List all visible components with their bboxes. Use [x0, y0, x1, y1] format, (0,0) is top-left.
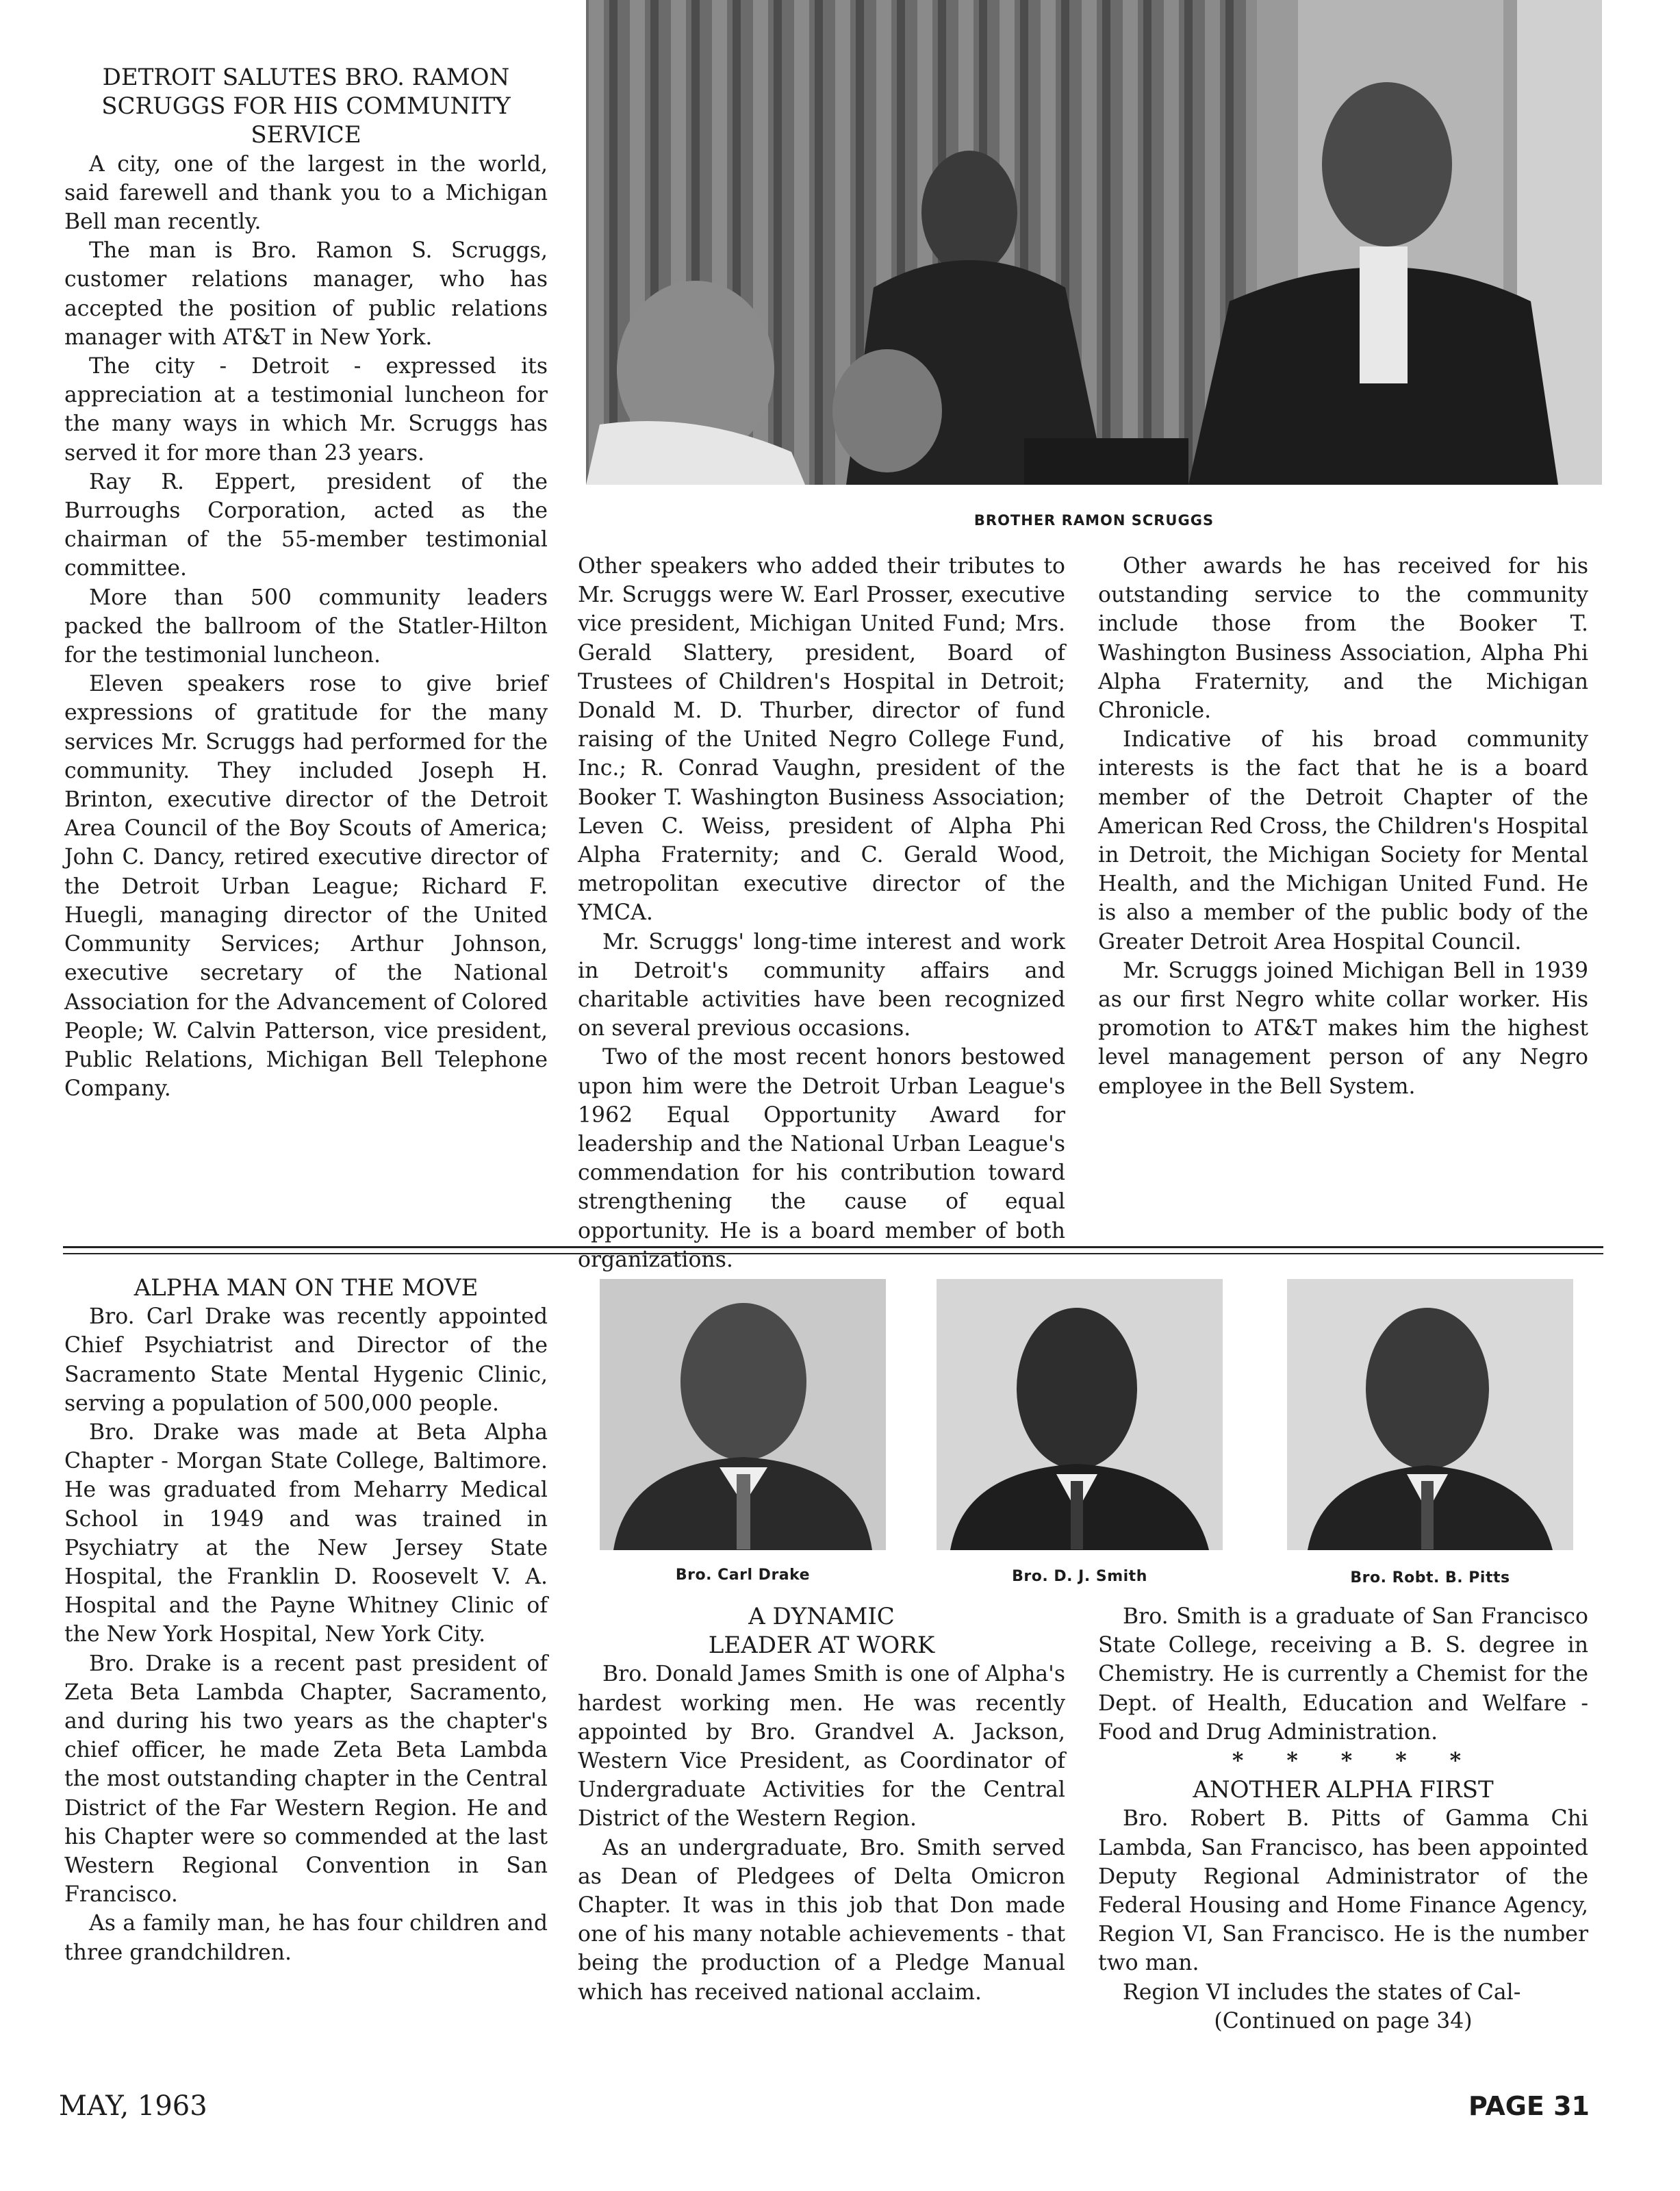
article1-paragraph: The city - Detroit - expressed its appreciation at a testimonial luncheon for the many ways in which Mr. Scruggs has served it for more than 23 years.	[64, 354, 548, 466]
article4-headline: ANOTHER ALPHA FIRST	[1193, 1776, 1494, 1804]
article1-paragraph: Other awards he has received for his outstanding service to the community include those from the Booker T. Washington Business Association, Alpha Phi Alpha Fraternity, and the Michigan Chronicle.	[1098, 554, 1588, 724]
footer-page-number: PAGE 31	[1468, 2091, 1590, 2121]
article2-paragraph: As a family man, he has four children and three grandchildren.	[64, 1911, 548, 1965]
section-separator: * * * * *	[1232, 1748, 1479, 1774]
article1-paragraph: The man is Bro. Ramon S. Scruggs, customer relations manager, who has accepted the position of public relations manager with AT&T in New York.	[64, 238, 548, 350]
article1-col1	[64, 63, 548, 1103]
portrait-dj-smith	[937, 1279, 1223, 1550]
scruggs-photo-image	[586, 0, 1602, 485]
article3-headline: A DYNAMIC LEADER AT WORK	[708, 1603, 935, 1660]
portrait-caption: Bro. D. J. Smith	[1012, 1568, 1147, 1585]
article1-col3	[1098, 552, 1588, 1101]
article1-paragraph: Mr. Scruggs' long-time interest and work in Detroit's community affairs and charitable activities have been recognized on several previous occasions.	[578, 929, 1065, 1041]
article1-paragraph: Other speakers who added their tributes to Mr. Scruggs were W. Earl Prosser, executive vice president, Michigan United Fund; Mrs. Gerald Slattery, president, Board of Trustees of Children's Hospital in Detroit; Donald M. D. Thurber, director of fund raising of the United Negro College Fund, Inc.; R. Conrad Vaughn, president of the Booker T. Washington Business Association; Leven C. Weiss, president of Alpha Phi Alpha Fraternity; and C. Gerald Wood, metropolitan executive director of the YMCA.	[578, 554, 1065, 926]
footer-date: MAY, 1963	[59, 2090, 207, 2122]
article3-col	[578, 1602, 1065, 2007]
article2-paragraph: Bro. Carl Drake was recently appointed Chief Psychiatrist and Director of the Sacramento State Mental Hygenic Clinic, serving a population of 500,000 people.	[64, 1304, 548, 1416]
portrait-image	[937, 1279, 1223, 1550]
portrait-caption: Bro. Carl Drake	[675, 1567, 811, 1584]
article1-headline: DETROIT SALUTES BRO. RAMON SCRUGGS FOR HIS COMMUNITY SERVICE	[101, 64, 511, 149]
article3-paragraph: As an undergraduate, Bro. Smith served as Dean of Pledgees of Delta Omicron Chapter. It was in this job that Don made one of his many notable achievements - that being the production of a Pledge Manual which has received national acclaim.	[578, 1835, 1065, 2005]
portrait-robt-pitts	[1287, 1279, 1573, 1550]
article1-paragraph: A city, one of the largest in the world, said farewell and thank you to a Michigan Bell man recently.	[64, 151, 548, 235]
scruggs-photo-caption: BROTHER RAMON SCRUGGS	[973, 512, 1214, 529]
section-divider	[63, 1246, 1603, 1248]
article1-paragraph: Two of the most recent honors bestowed upon him were the Detroit Urban League's 1962 Equal Opportunity Award for leadership and the National Urban League's commendation for his contribution toward strengthening the cause of equal opportunity. He is a board member of both organizations.	[578, 1045, 1065, 1272]
article2-paragraph: Bro. Drake was made at Beta Alpha Chapter - Morgan State College, Baltimore. He was graduated from Meharry Medical School in 1949 and was trained in Psychiatry at the New Jersey State Hospital, the Franklin D. Roosevelt V. A. Hospital and the Payne Whitney Clinic of the New York Hospital, New York City.	[64, 1420, 548, 1647]
article4-paragraph: Bro. Robert B. Pitts of Gamma Chi Lambda, San Francisco, has been appointed Deputy Regional Administrator of the Federal Housing and Home Finance Agency, Region VI, San Francisco. He is the number two man.	[1098, 1806, 1588, 1976]
section-divider	[63, 1253, 1603, 1254]
portrait-caption: Bro. Robt. B. Pitts	[1350, 1569, 1510, 1586]
article3-paragraph: Bro. Donald James Smith is one of Alpha's hardest working men. He was recently appointed by Bro. Grandvel A. Jackson, Western Vice President, as Coordinator of Undergraduate Activities for the Central District of the Western Region.	[578, 1662, 1065, 1832]
scruggs-award-photo	[586, 0, 1602, 485]
article1-paragraph: More than 500 community leaders packed the ballroom of the Statler-Hilton for the testimonial luncheon.	[64, 585, 548, 668]
article2-headline: ALPHA MAN ON THE MOVE	[133, 1274, 479, 1302]
article1-col2	[578, 552, 1065, 1274]
article3-paragraph: Bro. Smith is a graduate of San Francisco State College, receiving a B. S. degree in Chemistry. He is currently a Chemist for the Dept. of Health, Education and Welfare - Food and Drug Administration.	[1098, 1604, 1588, 1745]
article2-paragraph: Bro. Drake is a recent past president of Zeta Beta Lambda Chapter, Sacramento, and during his two years as the chapter's chief officer, he made Zeta Beta Lambda the most outstanding chapter in the Central District of the Far Western Region. He and his Chapter were so commended at the last Western Regional Convention in San Francisco.	[64, 1651, 548, 1908]
portrait-carl-drake	[600, 1279, 886, 1550]
article1-paragraph: Eleven speakers rose to give brief expressions of gratitude for the many services Mr. Scruggs had performed for the community. They included Joseph H. Brinton, executive director of the Detroit Area Council of the Boy Scouts of America; John C. Dancy, retired executive director of the Detroit Urban League; Richard F. Huegli, managing director of the United Community Services; Arthur Johnson, executive secretary of the National Association for the Advancement of Colored People; W. Calvin Patterson, vice president, Public Relations, Michigan Bell Telephone Company.	[64, 672, 548, 1102]
portrait-image	[1287, 1279, 1573, 1550]
continued-note: (Continued on page 34)	[1214, 2008, 1473, 2034]
article3-4-col	[1098, 1602, 1588, 2036]
article4-paragraph: Region VI includes the states of Cal-	[1123, 1979, 1521, 2005]
article1-paragraph: Mr. Scruggs joined Michigan Bell in 1939 as our first Negro white collar worker. His promotion to AT&T makes him the highest level management person of any Negro employee in the Bell System.	[1098, 958, 1588, 1099]
portrait-image	[600, 1279, 886, 1550]
article2-col	[64, 1274, 548, 1967]
article1-paragraph: Indicative of his broad community interests is the fact that he is a board member of the Detroit Chapter of the American Red Cross, the Children's Hospital in Detroit, the Michigan Society for Mental Health, and the Michigan United Fund. He is also a member of the public body of the Greater Detroit Area Hospital Council.	[1098, 727, 1588, 954]
article1-paragraph: Ray R. Eppert, president of the Burroughs Corporation, acted as the chairman of the 55-member testimonial committee.	[64, 469, 548, 581]
